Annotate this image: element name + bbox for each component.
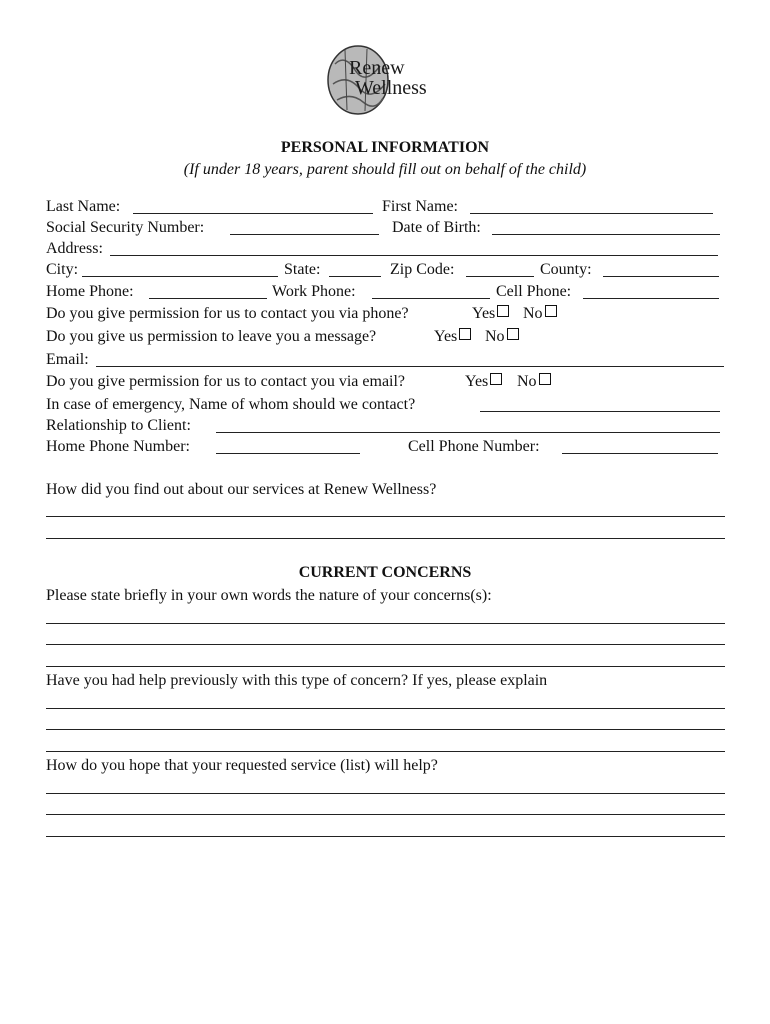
ssn-row (46, 217, 726, 238)
cell-phone-number-label: Cell Phone Number: (408, 438, 540, 455)
county-label: County: (540, 261, 592, 278)
yes-checkbox[interactable] (459, 328, 471, 340)
address-field[interactable] (110, 255, 718, 256)
ssn-field[interactable] (230, 234, 379, 235)
first-name-label: First Name: (382, 198, 458, 215)
service-hope-answer-line[interactable] (46, 814, 725, 815)
address-label: Address: (46, 240, 103, 257)
concerns-answer-line[interactable] (46, 666, 725, 667)
message-permission-yes[interactable] (434, 326, 471, 347)
previous-help-answer-line[interactable] (46, 751, 725, 752)
email-permission-question: Do you give permission for us to contact you via email? (46, 373, 406, 390)
service-hope-question-label: How do you hope that your requested service (list) will help? (46, 757, 438, 774)
last-name-label: Last Name: (46, 198, 121, 215)
state-field[interactable] (329, 276, 381, 277)
referral-question (46, 479, 726, 500)
cell-phone-label: Cell Phone: (496, 283, 572, 300)
no-label: No (485, 328, 505, 345)
work-phone-field[interactable] (372, 298, 490, 299)
home-phone-label: Home Phone: (46, 283, 134, 300)
zip-field[interactable] (466, 276, 534, 277)
concerns-answer-line[interactable] (46, 644, 725, 645)
referral-answer-line[interactable] (46, 516, 725, 517)
email-permission-row (46, 371, 726, 392)
first-name-field[interactable] (470, 213, 713, 214)
service-hope-answer-line[interactable] (46, 793, 725, 794)
no-checkbox[interactable] (545, 305, 557, 317)
personal-info-subtitle: (If under 18 years, parent should fill out on behalf of the child) (183, 161, 587, 178)
yes-checkbox[interactable] (497, 305, 509, 317)
name-row (46, 196, 726, 217)
email-permission-yes[interactable] (465, 371, 502, 392)
message-permission-question: Do you give us permission to leave you a message? (46, 328, 377, 345)
relationship-label: Relationship to Client: (46, 417, 191, 434)
phone-permission-no[interactable] (523, 303, 557, 324)
yes-label: Yes (472, 305, 496, 322)
home-phone-number-label: Home Phone Number: (46, 438, 190, 455)
no-label: No (523, 305, 543, 322)
emergency-contact-field[interactable] (480, 411, 720, 412)
emergency-row (46, 394, 726, 415)
renew-wellness-logo (325, 44, 445, 116)
last-name-field[interactable] (133, 213, 373, 214)
email-field[interactable] (96, 366, 724, 367)
emergency-contact-label: In case of emergency, Name of whom should we contact? (46, 396, 416, 413)
phone-permission-row (46, 303, 726, 324)
service-hope-question (46, 755, 726, 776)
concerns-question-label: Please state briefly in your own words the nature of your concerns(s): (46, 587, 492, 604)
current-concerns-title: CURRENT CONCERNS (298, 564, 472, 581)
email-label: Email: (46, 351, 89, 368)
message-permission-row (46, 326, 726, 347)
relationship-row (46, 415, 726, 436)
ssn-label: Social Security Number: (46, 219, 205, 236)
city-label: City: (46, 261, 79, 278)
logo-wordmark (349, 58, 427, 98)
home-phone-field[interactable] (149, 298, 267, 299)
dob-label: Date of Birth: (392, 219, 481, 236)
address-row (46, 238, 726, 259)
message-permission-no[interactable] (485, 326, 519, 347)
previous-help-answer-line[interactable] (46, 708, 725, 709)
email-permission-no[interactable] (517, 371, 551, 392)
work-phone-label: Work Phone: (272, 283, 356, 300)
yes-label: Yes (434, 328, 458, 345)
dob-field[interactable] (492, 234, 720, 235)
cell-phone-field[interactable] (583, 298, 719, 299)
referral-question-label: How did you find out about our services at Renew Wellness? (46, 481, 437, 498)
phone-row (46, 281, 726, 302)
home-phone-number-field[interactable] (216, 453, 360, 454)
personal-info-title: PERSONAL INFORMATION (280, 139, 490, 156)
concerns-answer-line[interactable] (46, 623, 725, 624)
zip-label: Zip Code: (390, 261, 455, 278)
previous-help-question (46, 670, 726, 691)
city-field[interactable] (82, 276, 278, 277)
logo-line-2: Wellness (355, 77, 427, 99)
cell-phone-number-field[interactable] (562, 453, 718, 454)
phone-permission-yes[interactable] (472, 303, 509, 324)
relationship-field[interactable] (216, 432, 720, 433)
previous-help-question-label: Have you had help previously with this type of concern? If yes, please explain (46, 672, 548, 689)
county-field[interactable] (603, 276, 719, 277)
phone-permission-question: Do you give permission for us to contact you via phone? (46, 305, 409, 322)
logo-line-1: Renew (349, 57, 405, 79)
city-row (46, 259, 726, 280)
no-checkbox[interactable] (539, 373, 551, 385)
yes-checkbox[interactable] (490, 373, 502, 385)
emergency-phone-row (46, 436, 726, 457)
no-checkbox[interactable] (507, 328, 519, 340)
no-label: No (517, 373, 537, 390)
yes-label: Yes (465, 373, 489, 390)
referral-answer-line[interactable] (46, 538, 725, 539)
state-label: State: (284, 261, 321, 278)
service-hope-answer-line[interactable] (46, 836, 725, 837)
email-row (46, 349, 726, 370)
concerns-question (46, 585, 726, 606)
previous-help-answer-line[interactable] (46, 729, 725, 730)
